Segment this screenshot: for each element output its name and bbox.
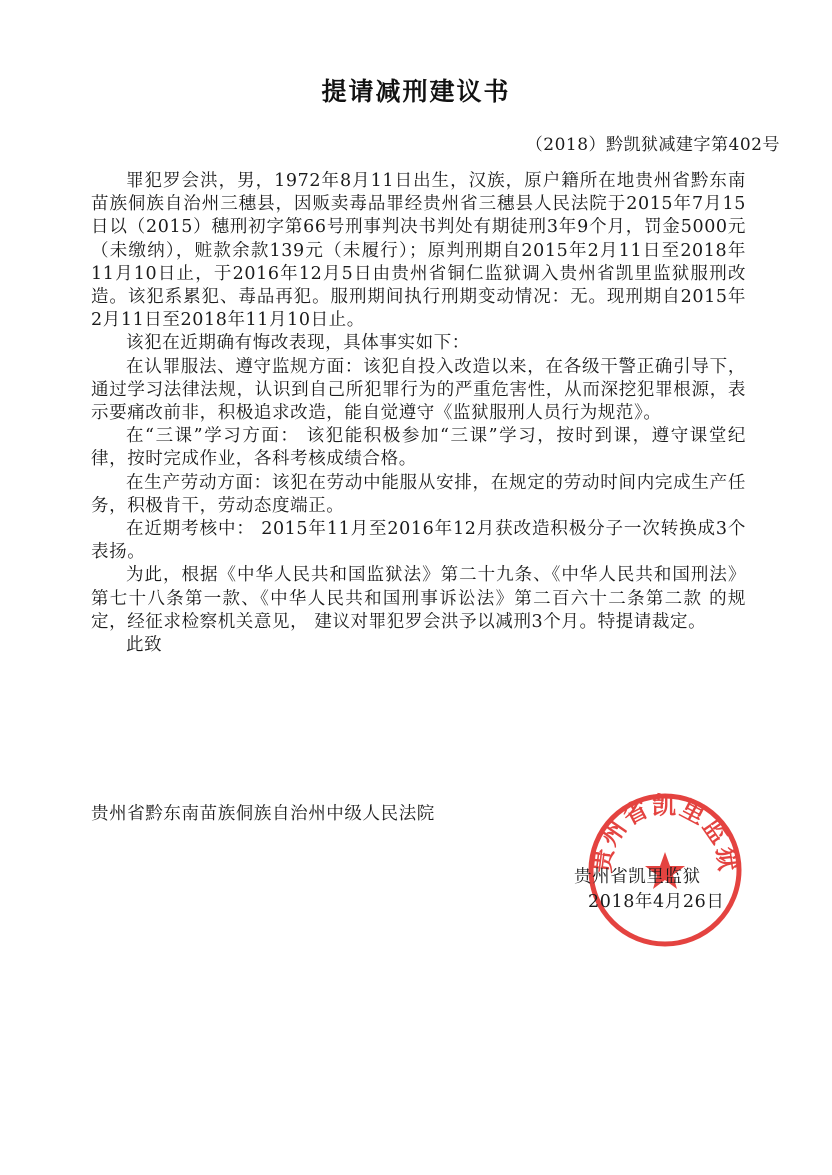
signer-name: 贵州省凯里监狱 [574, 867, 701, 887]
seal-text: 贵州省凯里监狱 [586, 790, 744, 875]
document-body [91, 170, 746, 657]
paragraph-recommendation: 为此，根据《中华人民共和国监狱法》第二十九条、《中华人民共和国刑法》第七十八条第一款、《中华人民共和国刑事诉讼法》第二百六十二条第二款 的规定，经征求检察机关意见， 建议对罪犯罗会洪予以减刑3个月。特提请裁定。 [91, 565, 746, 632]
signature-block [574, 865, 724, 915]
paragraph-salutation: 此致 [126, 635, 163, 656]
paragraph-labor: 在生产劳动方面：该犯在劳动中能服从安排，在规定的劳动时间内完成生产任务，积极肯干，劳动态度端正。 [91, 472, 746, 516]
paragraph-three-courses: 在“三课”学习方面： 该犯能积极参加“三课”学习，按时到课，遵守课堂纪律，按时完成作业，各科考核成绩合格。 [91, 426, 746, 470]
paragraph-assessment: 在近期考核中： 2015年11月至2016年12月获改造积极分子一次转换成3个表扬。 [91, 519, 746, 563]
paragraph-intro-facts: 该犯在近期确有悔改表现，具体事实如下： [126, 333, 470, 354]
document-title: 提请减刑建议书 [321, 77, 511, 106]
addressee: 贵州省黔东南苗族侗族自治州中级人民法院 [91, 804, 435, 824]
sign-date: 2018年4月26日 [588, 892, 725, 912]
paragraph-law-compliance: 在认罪服法、遵守监规方面：该犯自投入改造以来，在各级干警正确引导下，通过学习法律法规，认识到自己所犯罪行为的严重危害性，从而深挖犯罪根源，表示要痛改前非，积极追求改造，能自觉遵守《监狱服刑人员行为规范》。 [91, 356, 746, 424]
document-number: （2018）黔凯狱减建字第402号 [525, 135, 780, 155]
paragraph-criminal-info: 罪犯罗会洪，男，1972年8月11日出生，汉族，原户籍所在地贵州省黔东南苗族侗族自治州三穗县，因贩卖毒品罪经贵州省三穗县人民法院于2015年7月15日以（2015）穗刑初字第66号刑事判决书判处有期徒刑3年9个月，罚金5000元（未缴纳），赃款余款139元（未履行）；原判刑期自2015年2月11日至2018年11月10日止，于2016年12月5日由贵州省铜仁监狱调入贵州省凯里监狱服刑改造。该犯系累犯、毒品再犯。服刑期间执行刑期变动情况：无。现刑期自2015年2月11日至2018年11月10日止。 [91, 171, 746, 331]
